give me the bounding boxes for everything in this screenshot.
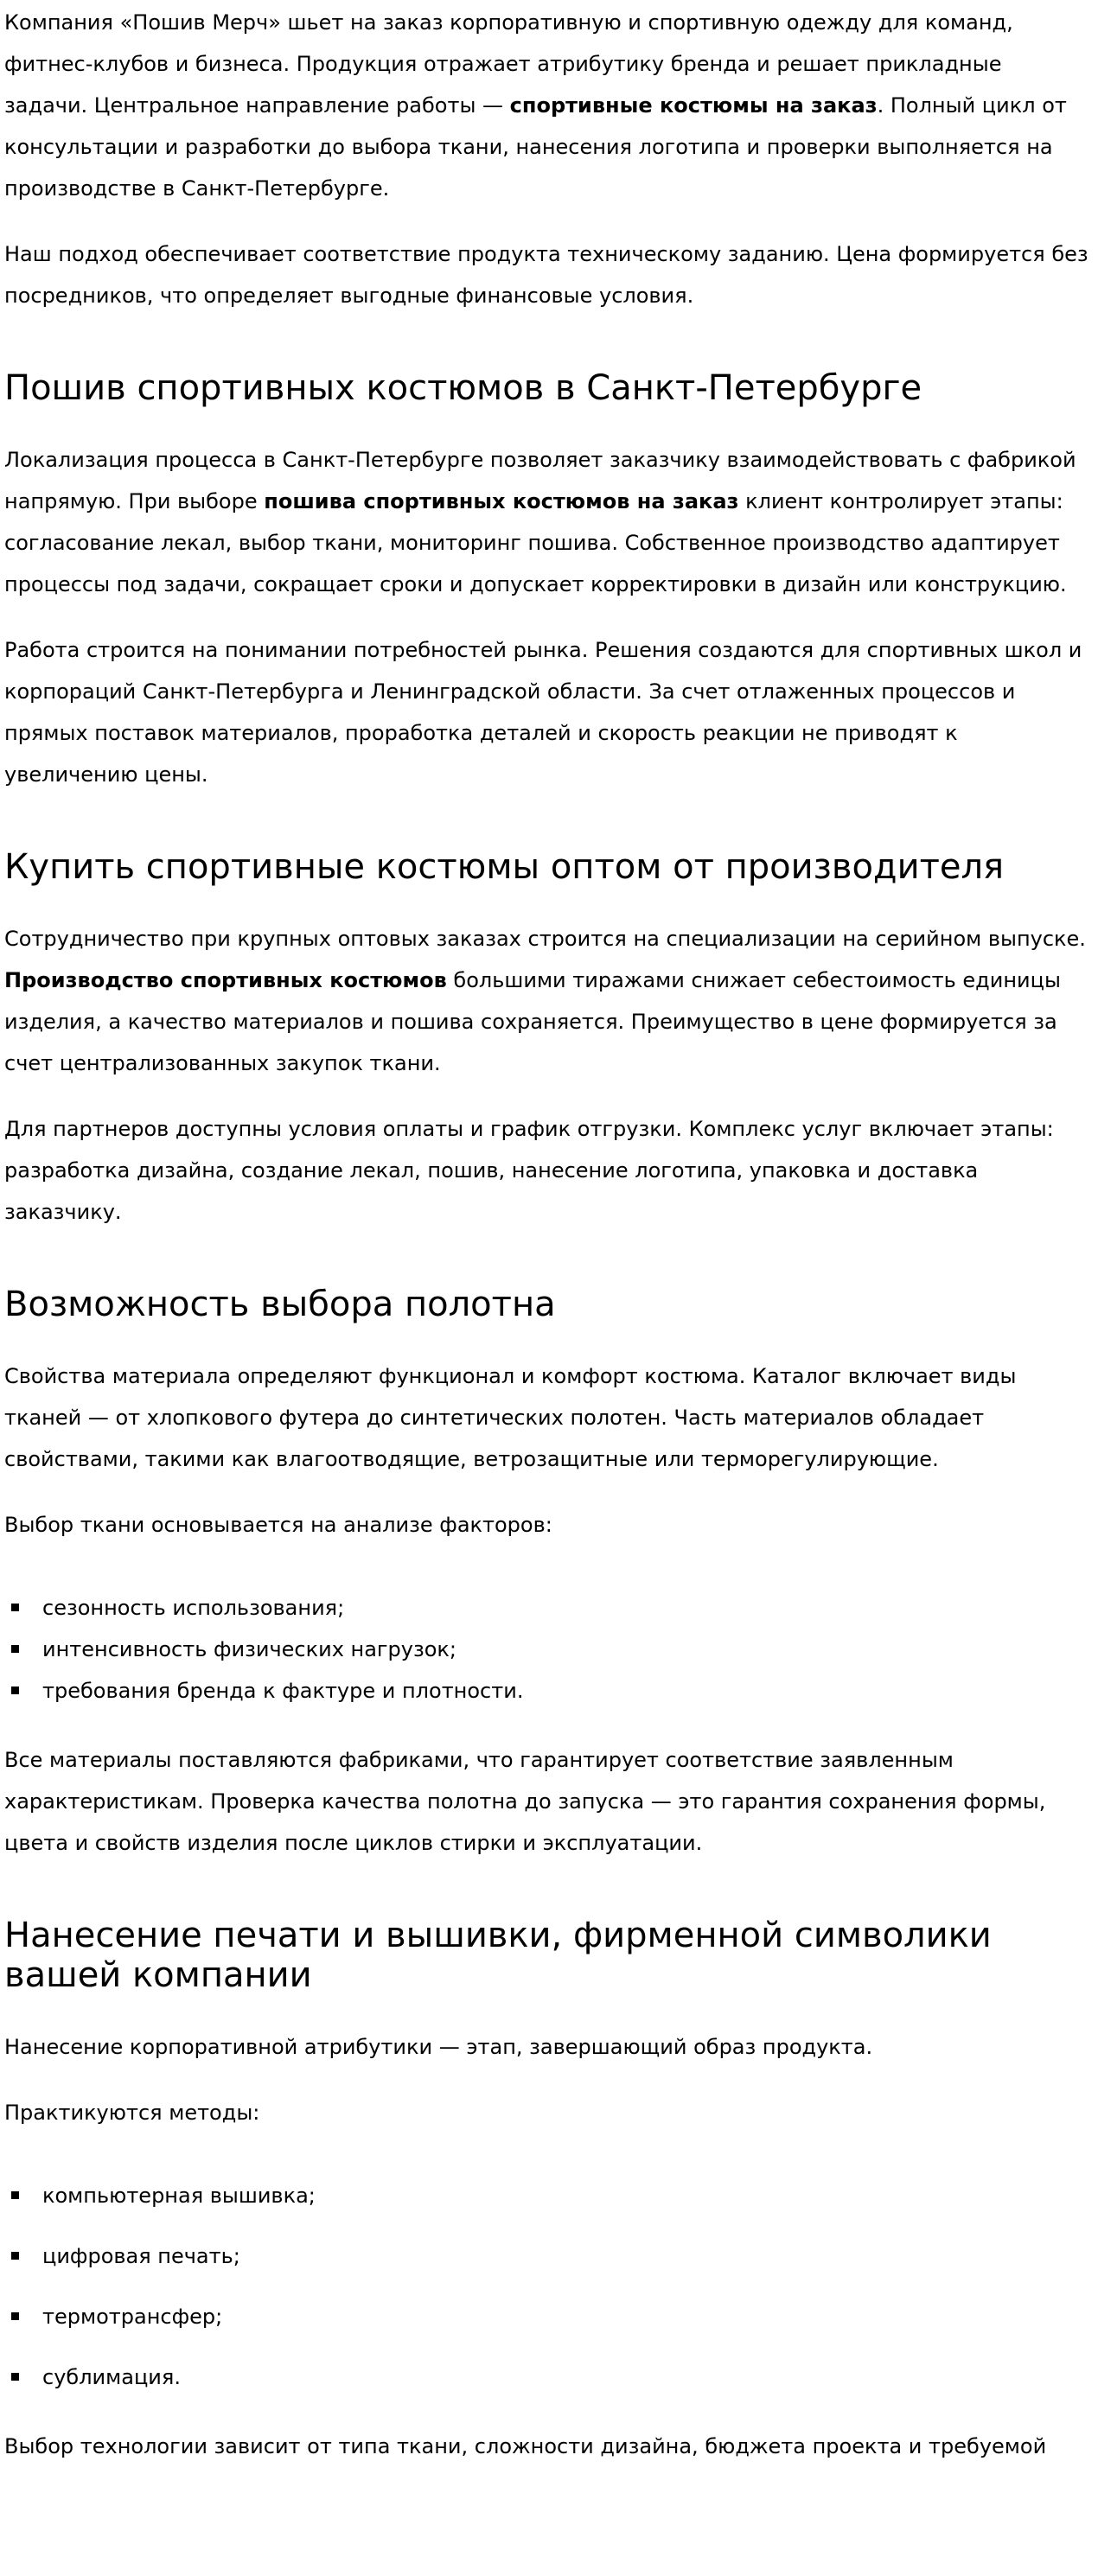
- list-item: цифровая печать;: [42, 2235, 1089, 2277]
- intro-paragraph-2: Наш подход обеспечивает соответствие продукта техническому заданию. Цена формируется без посредников, что определяет выгодные финансовые условия.: [4, 242, 1088, 308]
- heading-branding: Нанесение печати и вышивки, фирменной символики вашей компании: [4, 1916, 992, 1995]
- list-item: интенсивность физических нагрузок;: [42, 1629, 1089, 1670]
- text-run: Сотрудничество при крупных оптовых заказах строится на специализации на серийном выпуске.: [4, 927, 1086, 951]
- heading-wholesale: Купить спортивные костюмы оптом от производителя: [4, 847, 1005, 887]
- text-run: Локализация процесса в Санкт-Петербурге позволяет заказчику взаимодействовать с фабрикой напрямую. При выборе: [4, 448, 1076, 513]
- branding-methods-list: [4, 2175, 1089, 2398]
- paragraph-branding-intro: Нанесение корпоративной атрибутики — этап, завершающий образ продукта.: [4, 2035, 873, 2059]
- list-item: термотрансфер;: [42, 2296, 1089, 2337]
- paragraph-methods-lead: Практикуются методы:: [4, 2101, 260, 2125]
- bold-text-custom-sewing: пошива спортивных костюмов на заказ: [264, 489, 739, 513]
- list-item: сезонность использования;: [42, 1587, 1089, 1629]
- list-item: компьютерная вышивка;: [42, 2175, 1089, 2216]
- paragraph-partner-terms: Для партнеров доступны условия оплаты и график отгрузки. Комплекс услуг включает этапы: разработка дизайна, создание лекал, пошив, нанесение логотипа, упаковка и доставка заказчику.: [4, 1117, 1054, 1224]
- paragraph-fabric-factors-lead: Выбор ткани основывается на анализе факторов:: [4, 1513, 552, 1537]
- text-run: клиент контролирует этапы: согласование лекал, выбор ткани, мониторинг пошива. Собственное производство адаптирует процессы под задачи, сокращает сроки и допускает корректировки в дизайн или конструкцию.: [4, 489, 1067, 596]
- heading-fabric-choice: Возможность выбора полотна: [4, 1285, 556, 1324]
- paragraph-material-properties: Свойства материала определяют функционал и комфорт костюма. Каталог включает виды тканей — от хлопкового футера до синтетических полотен. Часть материалов обладает свойствами, такими как влагоотводящие, ветрозащитные или терморегулирующие.: [4, 1364, 1017, 1471]
- list-item: требования бренда к фактуре и плотности.: [42, 1670, 1089, 1712]
- bold-text-custom-tracksuits: спортивные костюмы на заказ: [509, 93, 878, 118]
- paragraph-wholesale-production: [4, 918, 1089, 1084]
- fabric-factors-list: [4, 1587, 1089, 1712]
- paragraph-market-needs: Работа строится на понимании потребностей рынка. Решения создаются для спортивных школ и корпораций Санкт-Петербурга и Ленинградской области. За счет отлаженных процессов и прямых поставок материалов, проработка деталей и скорость реакции не приводят к увеличению цены.: [4, 638, 1082, 787]
- bold-text-production: Производство спортивных костюмов: [4, 968, 447, 992]
- text-run: Компания «Пошив Мерч» шьет на заказ корпоративную и спортивную одежду для команд, фитнес-клубов и бизнеса. Продукция отражает атрибутику бренда и решает прикладные задачи. Центральное направление работы —: [4, 10, 1013, 118]
- paragraph-technology-choice: Выбор технологии зависит от типа ткани, сложности дизайна, бюджета проекта и требуемой: [4, 2434, 1047, 2458]
- text-run: большими тиражами снижает себестоимость единицы изделия, а качество материалов и пошива сохраняется. Преимущество в цене формируется за счет централизованных закупок ткани.: [4, 968, 1061, 1075]
- paragraph-localization: [4, 439, 1089, 605]
- text-run: . Полный цикл от консультации и разработки до выбора ткани, нанесения логотипа и проверки выполняется на производстве в Санкт-Петербурге.: [4, 93, 1067, 201]
- heading-sewing-spb: Пошив спортивных костюмов в Санкт-Петербурге: [4, 368, 922, 408]
- paragraph-material-quality: Все материалы поставляются фабриками, что гарантирует соответствие заявленным характеристикам. Проверка качества полотна до запуска — это гарантия сохранения формы, цвета и свойств изделия после циклов стирки и эксплуатации.: [4, 1748, 1046, 1855]
- list-item: сублимация.: [42, 2356, 1089, 2398]
- intro-paragraph-1: [4, 2, 1089, 209]
